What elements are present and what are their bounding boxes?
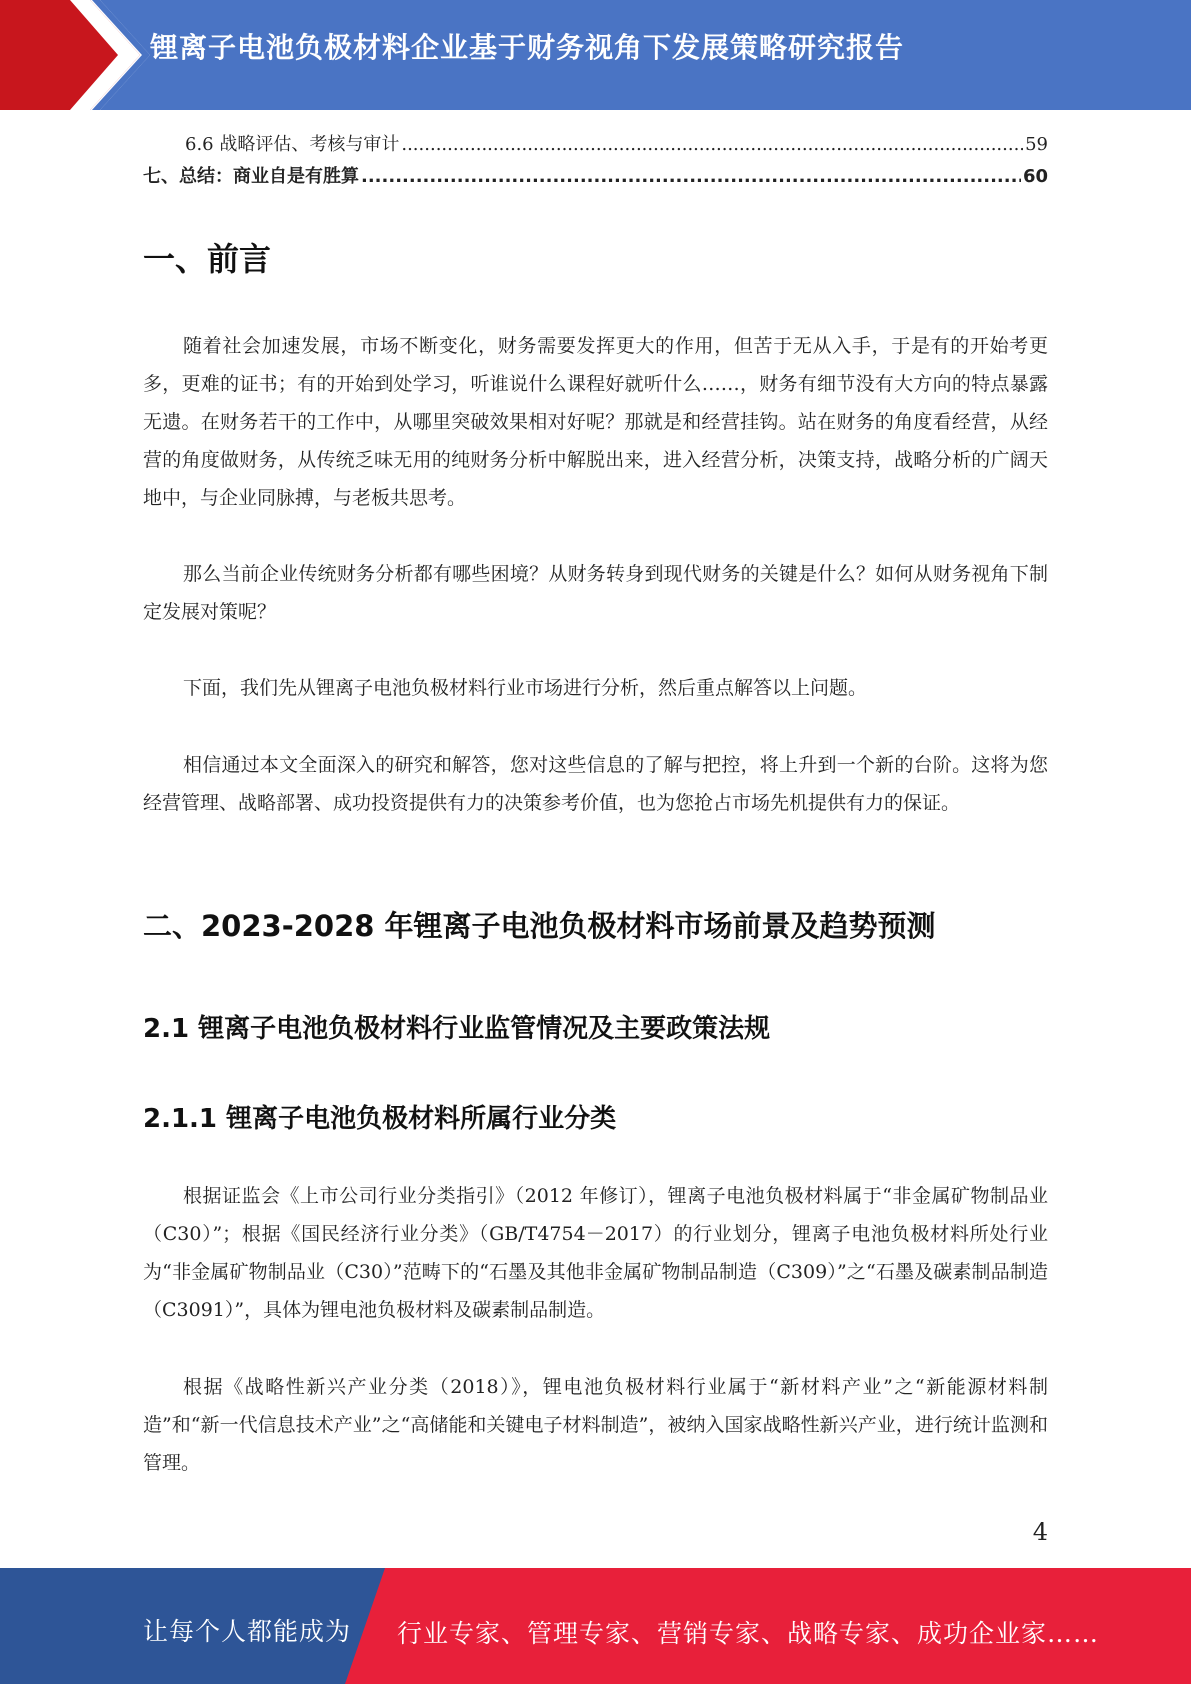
toc-dot-leader (401, 134, 1023, 155)
paragraph: 那么当前企业传统财务分析都有哪些困境？从财务转身到现代财务的关键是什么？如何从财务视角下制定发展对策呢？ (143, 563, 1048, 623)
page-header (0, 0, 1191, 110)
toc-entry-label: 七、总结：商业自是有胜算 (143, 166, 359, 187)
toc-entry[interactable] (143, 130, 1048, 156)
header-title: 锂离子电池负极材料企业基于财务视角下发展策略研究报告 (150, 31, 905, 64)
subsection-heading-policy: 2.1 锂离子电池负极材料行业监管情况及主要政策法规 (143, 1014, 771, 1044)
toc-entry-label: 6.6 战略评估、考核与审计 (185, 134, 400, 155)
paragraph: 下面，我们先从锂离子电池负极材料行业市场进行分析，然后重点解答以上问题。 (183, 677, 868, 699)
toc-entry-page: 60 (1022, 166, 1048, 187)
toc-dot-leader (361, 166, 1021, 187)
paragraph: 根据《战略性新兴产业分类（2018）》，锂电池负极材料行业属于“新材料产业”之“新能源材料制造”和“新一代信息技术产业”之“高储能和关键电子材料制造”，被纳入国家战略性新兴产业，进行统计监测和管理。 (143, 1376, 1048, 1474)
footer-slogan-right: 行业专家、管理专家、营销专家、战略专家、成功企业家…… (397, 1619, 1100, 1648)
toc-entry-page: 59 (1025, 134, 1048, 155)
footer-slogan-left: 让每个人都能成为 (143, 1617, 352, 1646)
subsubsection-heading-classification: 2.1.1 锂离子电池负极材料所属行业分类 (143, 1104, 617, 1134)
section-heading-forecast: 二、2023-2028 年锂离子电池负极材料市场前景及趋势预测 (143, 909, 936, 943)
header-chevron-decoration (0, 0, 160, 110)
paragraph: 随着社会加速发展，市场不断变化，财务需要发挥更大的作用，但苦于无从入手，于是有的开始考更多，更难的证书；有的开始到处学习，听谁说什么课程好就听什么……，财务有细节没有大方向的特点暴露无遗。在财务若干的工作中，从哪里突破效果相对好呢？那就是和经营挂钩。站在财务的角度看经营，从经营的角度做财务，从传统乏味无用的纯财务分析中解脱出来，进入经营分析，决策支持，战略分析的广阔天地中，与企业同脉搏，与老板共思考。 (143, 335, 1048, 509)
toc-entry[interactable] (143, 162, 1048, 188)
page-footer (0, 1568, 1191, 1684)
page-number: 4 (1032, 1518, 1048, 1546)
paragraph: 根据证监会《上市公司行业分类指引》（2012 年修订），锂离子电池负极材料属于“非金属矿物制品业（C30）”；根据《国民经济行业分类》（GB/T4754－2017）的行业划分，锂离子电池负极材料所处行业为“非金属矿物制品业（C30）”范畴下的“石墨及其他非金属矿物制品制造（C309）”之“石墨及碳素制品制造（C3091）”，具体为锂电池负极材料及碳素制品制造。 (143, 1185, 1048, 1321)
section-heading-preface: 一、前言 (143, 240, 272, 278)
paragraph: 相信通过本文全面深入的研究和解答，您对这些信息的了解与把控，将上升到一个新的台阶。这将为您经营管理、战略部署、成功投资提供有力的决策参考价值，也为您抢占市场先机提供有力的保证。 (143, 754, 1048, 814)
